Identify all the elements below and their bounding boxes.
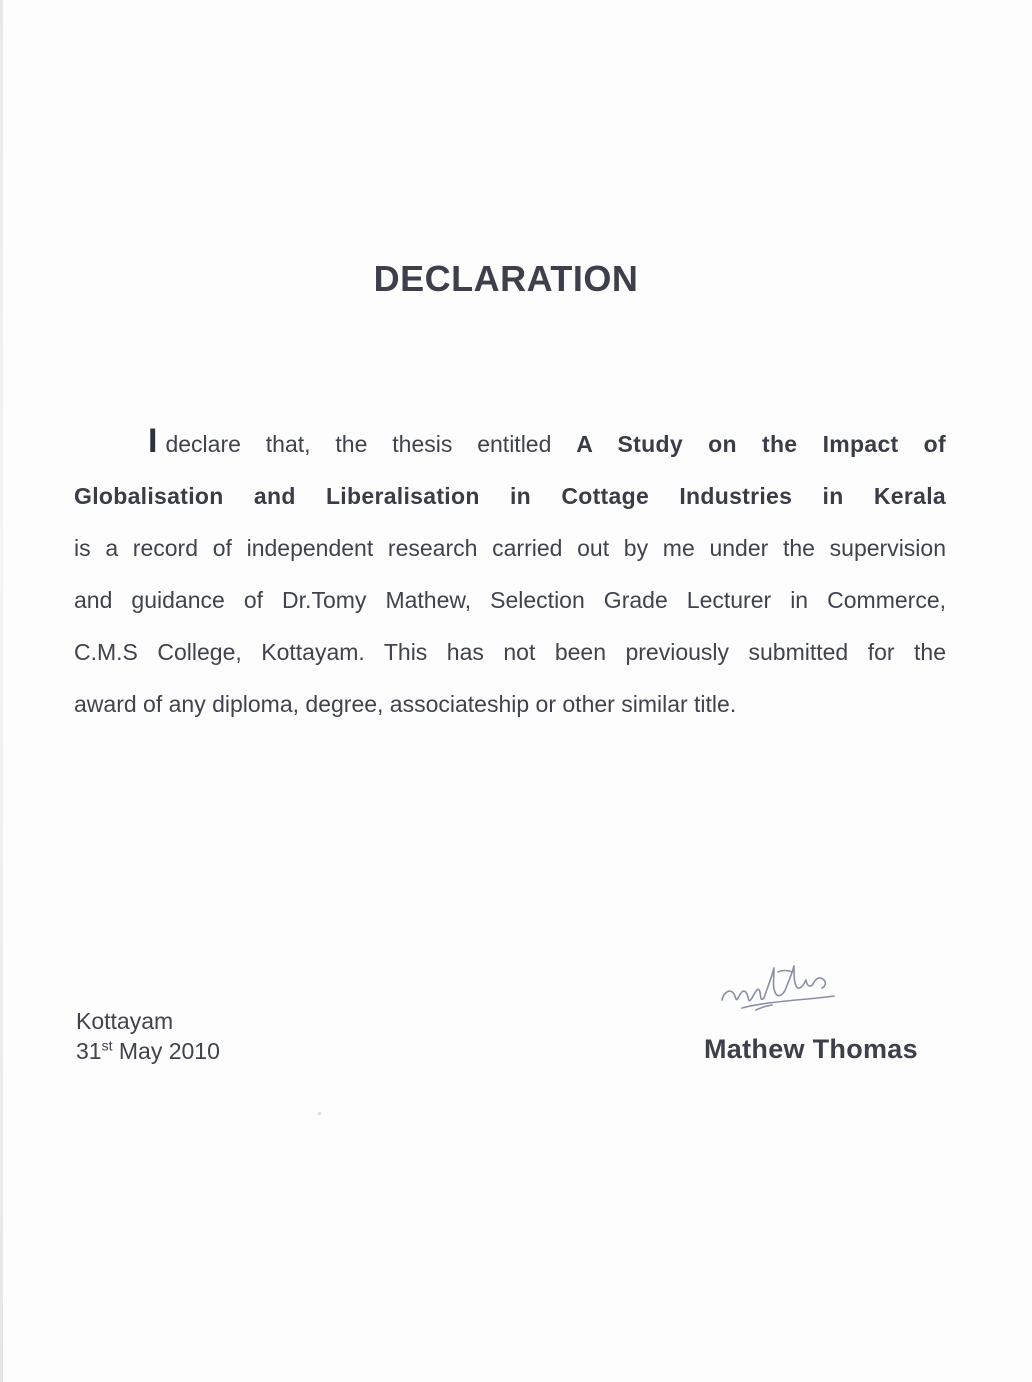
handwritten-signature	[716, 958, 846, 1022]
paragraph-line-3: is a record of independent research carried out by me under the supervision	[74, 535, 946, 561]
paragraph-line-2	[74, 470, 946, 522]
place-and-date	[76, 1006, 220, 1066]
page-title: DECLARATION	[373, 258, 639, 299]
paragraph-line-6: award of any diploma, degree, associateship or other similar title.	[74, 691, 737, 717]
drop-cap: I	[148, 422, 158, 460]
scan-speck	[318, 1112, 321, 1115]
line-1-text: declare that, the thesis entitled	[165, 431, 552, 457]
date-text	[76, 1036, 220, 1066]
paragraph-line-1	[74, 418, 946, 470]
date-suffix: st	[101, 1037, 113, 1054]
paragraph-line-4: and guidance of Dr.Tomy Mathew, Selection Grade Lecturer in Commerce,	[74, 587, 946, 613]
thesis-title-part-2: Globalisation and Liberalisation in Cottage Industries in Kerala	[74, 483, 946, 509]
declaration-paragraph	[74, 418, 946, 730]
signer-name: Mathew Thomas	[704, 1034, 918, 1064]
scan-edge-shadow	[0, 0, 3, 1382]
date-rest: May 2010	[118, 1038, 220, 1064]
place-text: Kottayam	[76, 1008, 174, 1034]
paragraph-line-5: C.M.S College, Kottayam. This has not been previously submitted for the	[74, 639, 946, 665]
date-day: 31	[76, 1038, 102, 1064]
thesis-title-part-1: A Study on the Impact of	[576, 431, 946, 457]
